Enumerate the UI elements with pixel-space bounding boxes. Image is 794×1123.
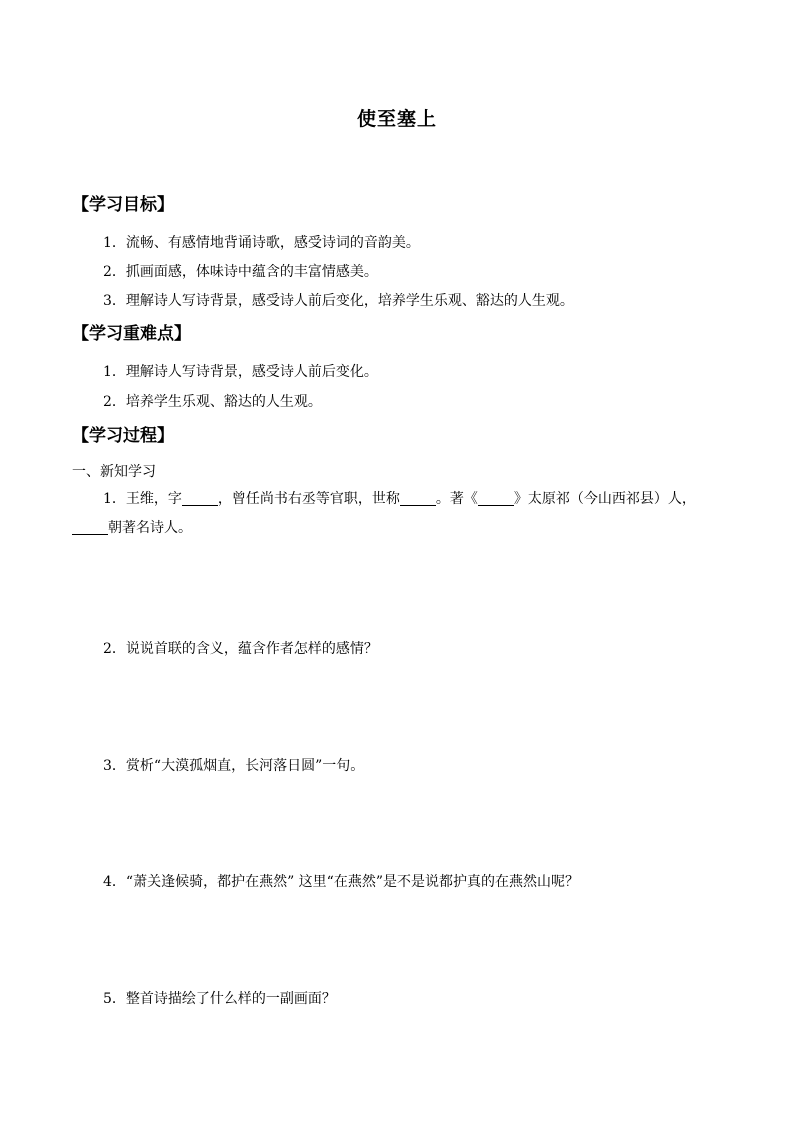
section-heading-key-points: 【学习重难点】 <box>72 324 191 344</box>
question-4: 4．“萧关逢候骑，都护在燕然” 这里“在燕然”是不是说都护真的在燕然山呢？ <box>103 874 579 890</box>
key-point-item-2: 2．培养学生乐观、豁达的人生观。 <box>103 394 322 410</box>
question-2: 2．说说首联的含义，蕴含作者怎样的感情？ <box>103 641 378 657</box>
question-1-text-b: ，曾任尚书右丞等官职，世称 <box>217 491 400 507</box>
objective-item-3: 3．理解诗人写诗背景，感受诗人前后变化，培养学生乐观、豁达的人生观。 <box>103 293 574 309</box>
section-heading-objectives: 【学习目标】 <box>72 195 174 215</box>
objective-item-2: 2．抓画面感，体味诗中蕴含的丰富情感美。 <box>103 264 378 280</box>
objective-item-1: 1．流畅、有感情地背诵诗歌，感受诗词的音韵美。 <box>103 235 420 251</box>
question-3: 3．赏析“大漠孤烟直，长河落日圆”一句。 <box>103 758 365 774</box>
question-1-text-d: 》太原祁（今山西祁县）人， <box>513 491 696 507</box>
fill-blank-courtesy-name[interactable] <box>182 491 218 506</box>
fill-blank-work[interactable] <box>478 491 514 506</box>
question-1-text-c: 。著《 <box>435 491 478 507</box>
section-heading-process: 【学习过程】 <box>72 426 174 446</box>
question-1-text-a: 1．王维，字 <box>103 491 182 507</box>
fill-blank-title[interactable] <box>400 491 436 506</box>
sub-heading-new-learning: 一、新知学习 <box>72 464 156 480</box>
question-5: 5．整首诗描绘了什么样的一副画面？ <box>103 991 336 1007</box>
fill-blank-dynasty[interactable] <box>72 520 108 535</box>
question-1-text-e: 朝著名诗人。 <box>108 520 192 536</box>
key-point-item-1: 1．理解诗人写诗背景，感受诗人前后变化。 <box>103 364 378 380</box>
page-title: 使至塞上 <box>356 108 437 130</box>
question-1 <box>72 485 722 543</box>
